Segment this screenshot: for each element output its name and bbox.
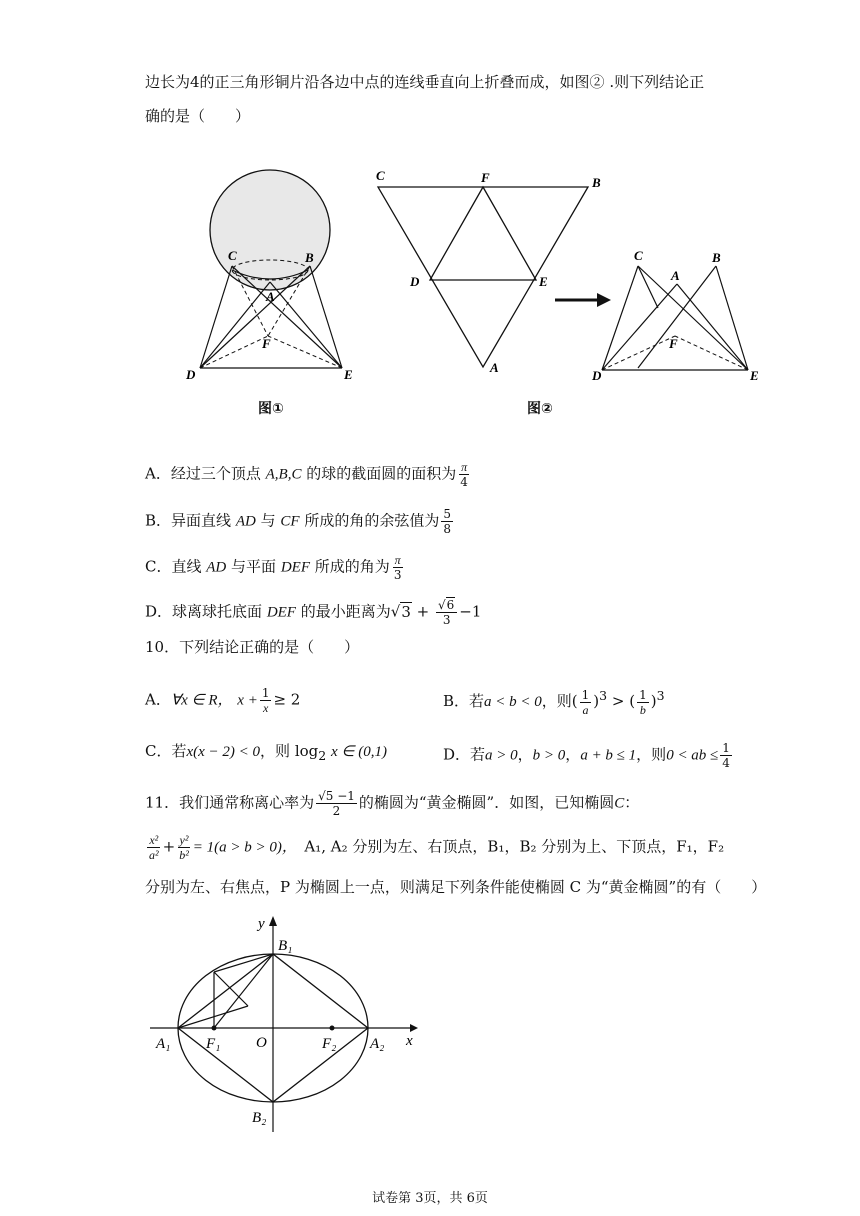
q9-option-d: D．球离球托底面 DEF 的最小距离为√3 + $\frac{√6}{3}$ −1 [145, 598, 482, 627]
fig1-label-f: F [262, 336, 271, 351]
q11-line-3: 分别为左、右焦点，P 为椭圆上一点，则满足下列条件能使椭圆 C 为“黄金椭圆”的有（ ） [145, 878, 767, 896]
fig1-label-e: E [344, 367, 353, 382]
fig1-label-b: B [305, 250, 314, 265]
q11-line-1: 11．我们通常称离心率为 $\frac{√5 -1}{2}$ 的椭圆为“黄金椭圆”．如图，已知椭圆C： [145, 789, 640, 818]
fig2-caption: 图② [527, 401, 553, 417]
ellipse-label-b1: B₁ [278, 938, 293, 954]
q11-line-2: $\frac{\text{x²}}{\text{a²}}$ + $\frac{\text{y²}}{\text{b²}}$ = 1(a > b > 0)， A₁, A₂ 分别为左、右顶点，B₁，B₂ 分别为上、下顶点，F₁，F₂ [149, 833, 725, 862]
ellipse-figure [140, 912, 430, 1137]
fig1-caption: 图① [258, 401, 284, 417]
fold-label-f: F [669, 336, 678, 351]
fold-label-e: E [750, 368, 759, 383]
fig2-label-d: D [410, 274, 420, 289]
ellipse-label-o: O [256, 1035, 267, 1051]
q10-option-a: A．∀x ∈ R， x + $\frac{1}{x}$ ≥ 2 [145, 686, 301, 715]
q10-option-b: B．若a < b < 0，则( $\frac{1}{a}$ )$^3$ > ( $\frac{1}{b}$ )$^3$ [443, 687, 665, 717]
intro-line-1: 边长为4的正三角形铜片沿各边中点的连线垂直向上折叠而成，如图② .则下列结论正 [145, 73, 705, 91]
ellipse-label-a2: A₂ [370, 1036, 385, 1052]
fig1-label-d: D [186, 367, 196, 382]
figure-2-triangle [370, 165, 610, 380]
q10-option-d: D．若a > 0，b > 0，a + b ≤ 1，则0 < ab ≤ $\frac{1}{4}$ [443, 741, 730, 770]
page-footer: 试卷第 3页，共 6页 [372, 1191, 488, 1206]
fig1-label-c: C [228, 248, 237, 263]
ellipse-label-f2: F₂ [322, 1036, 337, 1052]
fold-label-b: B [712, 250, 721, 265]
ellipse-label-x: x [406, 1033, 413, 1049]
fig2-label-b: B [592, 175, 601, 190]
ellipse-label-y: y [258, 916, 265, 932]
q10-stem: 10．下列结论正确的是（ ） [145, 638, 360, 656]
fig2-label-a: A [490, 360, 499, 375]
q10-option-c: C．若x(x − 2) < 0，则 $\log_2 x$ ∈ (0,1) [145, 742, 387, 763]
ellipse-label-f1: F₁ [206, 1036, 221, 1052]
q9-option-c: C．直线 AD 与平面 DEF 所成的角为 $\frac{\pi}{3}$ [145, 553, 402, 582]
fig1-label-a: A [266, 289, 275, 304]
ellipse-label-b2: B₂ [252, 1110, 267, 1126]
fig2-label-f: F [481, 170, 490, 185]
fig2-label-e: E [539, 274, 548, 289]
figure-1-sphere-stand [180, 160, 370, 390]
intro-line-2: 确的是（ ） [145, 107, 251, 125]
q9-option-b: B．异面直线 AD 与 CF 所成的角的余弦值为 $\frac{5}{8}$ [145, 507, 451, 536]
ellipse-label-a1: A₁ [156, 1036, 171, 1052]
q9-option-a: A．经过三个顶点 A,B,C 的球的截面圆的面积为 $\frac{\pi}{4}$ [145, 460, 468, 489]
fold-label-c: C [634, 248, 643, 263]
figure-2-folded [590, 248, 770, 388]
fold-label-d: D [592, 368, 602, 383]
fold-label-a: A [671, 268, 680, 283]
fig2-label-c: C [376, 168, 385, 183]
